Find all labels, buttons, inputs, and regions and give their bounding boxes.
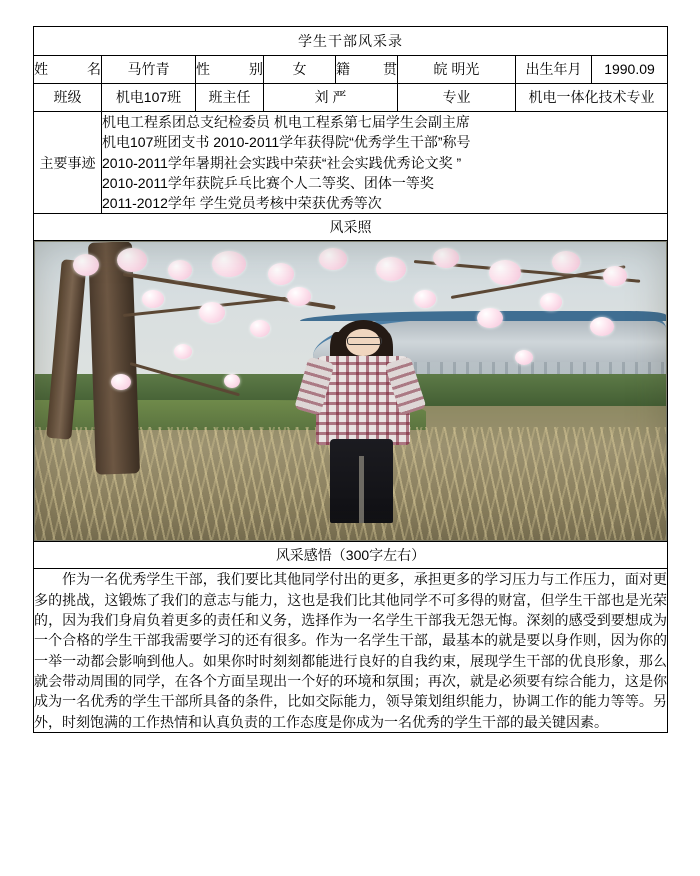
table-row-photo-header [34,214,668,241]
table-row-essay-header [34,542,668,569]
name-value: 马竹青 [102,56,196,84]
major-label: 专业 [398,84,516,112]
table-row-class-info [34,84,668,112]
deeds-line: 机电工程系团总支纪检委员 机电工程系第七届学生会副主席 [102,114,470,130]
gender-value: 女 [264,56,336,84]
deeds-line: 2010-2011学年暑期社会实践中荣获“社会实践优秀论文奖 ” [102,154,462,171]
essay-section-header: 风采感悟（300字左右） [34,542,668,569]
table-row-title [34,27,668,56]
student-photo [34,241,667,541]
advisor-label: 班主任 [196,84,264,112]
advisor-value: 刘 严 [264,84,398,112]
deeds-line: 2010-2011学年获院乒乓比赛个人二等奖、团体一等奖 [102,174,434,191]
origin-value: 皖 明光 [398,56,516,84]
photo-cell [34,241,668,542]
gender-label: 性别 [196,56,264,84]
essay-body: 作为一名优秀学生干部，我们要比其他同学付出的更多，承担更多的学习压力与工作压力，面对更多的挑战，这锻炼了我们的意志与能力，这也是我们比其他同学不可多得的财富，但学生干部也是光荣的，因为我们身肩负着更多的责任和义务，选择作为一名学生干部我无怨无悔。深刻的感受到要想成为一个合格的学生干部我需要学习的还有很多。作为一名学生干部，最基本的就是要以身作则，因为你的一举一动都会影响到他人。如果你时时刻刻都能进行良好的自我约束，展现学生干部的优良形象，那么就会带动周围的同学，在各个方面呈现出一个好的环境和氛围；再次，就是必须要有综合能力，这是你成为一名优秀的学生干部所具备的条件，比如交际能力，领导策划组织能力，协调工作的能力等等。另外，时刻饱满的工作热情和认真负责的工作态度是你成为一名优秀的学生干部的最关键因素。 [34,569,668,732]
origin-label: 籍贯 [336,56,398,84]
class-label: 班级 [34,84,102,112]
photo-vignette [35,242,666,540]
table-row-basic-info [34,56,668,84]
birth-label: 出生年月 [516,56,592,84]
class-value: 机电107班 [102,84,196,112]
table-row-essay [34,569,668,732]
deeds-body [102,112,668,214]
name-label: 姓名 [34,56,102,84]
table-row-photo [34,241,668,542]
major-value: 机电一体化技术专业 [516,84,668,112]
photo-section-header: 风采照 [34,214,668,241]
document-title: 学生干部风采录 [34,27,668,56]
birth-value: 1990.09 [592,56,668,84]
table-row-deeds [34,112,668,214]
deeds-label: 主要事迹 [34,112,102,214]
deeds-line: 2011-2012学年 学生党员考核中荣获优秀等次 [102,195,382,212]
student-profile-table [33,26,668,733]
deeds-line: 机电107班团支书 2010-2011学年获得院“优秀学生干部”称号 [102,134,471,151]
